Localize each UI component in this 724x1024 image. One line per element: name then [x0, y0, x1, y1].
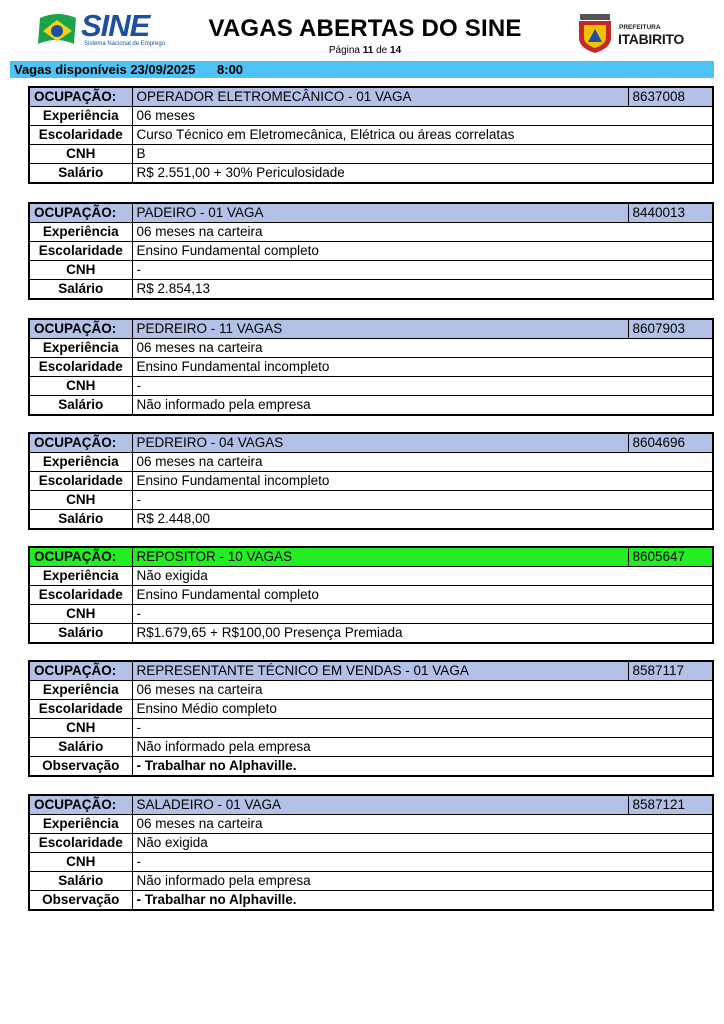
- job-cnh-row: [29, 145, 713, 164]
- job-experiencia-row: [29, 223, 713, 242]
- experiencia-label: Experiência: [29, 567, 132, 586]
- job-code: 8587117: [628, 661, 713, 681]
- cnh-value: -: [132, 261, 713, 280]
- salario-label: Salário: [29, 396, 132, 416]
- job-code: 8587121: [628, 795, 713, 815]
- job-salario-row: [29, 738, 713, 757]
- job-code: 8607903: [628, 319, 713, 339]
- job-table: [28, 318, 714, 416]
- job-escolaridade-row: [29, 126, 713, 145]
- job-title: SALADEIRO - 01 VAGA: [132, 795, 628, 815]
- experiencia-label: Experiência: [29, 339, 132, 358]
- availability-bar: [10, 61, 714, 78]
- cnh-label: CNH: [29, 719, 132, 738]
- prefeitura-label: PREFEITURA: [619, 24, 661, 31]
- job-header-row: [29, 795, 713, 815]
- job-code: 8637008: [628, 87, 713, 107]
- job-header-row: [29, 203, 713, 223]
- observacao-label: Observação: [29, 757, 132, 777]
- job-salario-row: [29, 280, 713, 300]
- ocupacao-label: OCUPAÇÃO:: [29, 319, 132, 339]
- job-table: [28, 546, 714, 644]
- experiencia-value: 06 meses na carteira: [132, 681, 713, 700]
- salario-value: R$ 2.448,00: [132, 510, 713, 530]
- prefeitura-city: ITABIRITO: [618, 31, 685, 47]
- availability-label: Vagas disponíveis 23/09/2025: [14, 62, 196, 77]
- experiencia-label: Experiência: [29, 815, 132, 834]
- escolaridade-label: Escolaridade: [29, 472, 132, 491]
- salario-value: Não informado pela empresa: [132, 738, 713, 757]
- job-cnh-row: [29, 719, 713, 738]
- cnh-label: CNH: [29, 145, 132, 164]
- escolaridade-value: Ensino Fundamental completo: [132, 586, 713, 605]
- experiencia-label: Experiência: [29, 453, 132, 472]
- job-salario-row: [29, 396, 713, 416]
- escolaridade-value: Não exigida: [132, 834, 713, 853]
- cnh-value: -: [132, 491, 713, 510]
- prefeitura-logo: [576, 12, 696, 54]
- ocupacao-label: OCUPAÇÃO:: [29, 795, 132, 815]
- experiencia-value: 06 meses na carteira: [132, 815, 713, 834]
- observacao-label: Observação: [29, 891, 132, 911]
- salario-label: Salário: [29, 164, 132, 184]
- escolaridade-value: Ensino Fundamental completo: [132, 242, 713, 261]
- salario-value: Não informado pela empresa: [132, 872, 713, 891]
- job-header-row: [29, 661, 713, 681]
- city-crest-icon: [576, 12, 614, 54]
- job-table: [28, 86, 714, 184]
- job-title: PEDREIRO - 04 VAGAS: [132, 433, 628, 453]
- job-escolaridade-row: [29, 700, 713, 719]
- job-experiencia-row: [29, 815, 713, 834]
- cnh-value: -: [132, 605, 713, 624]
- escolaridade-label: Escolaridade: [29, 586, 132, 605]
- job-salario-row: [29, 510, 713, 530]
- job-salario-row: [29, 624, 713, 644]
- experiencia-value: 06 meses na carteira: [132, 453, 713, 472]
- experiencia-value: Não exigida: [132, 567, 713, 586]
- job-header-row: [29, 433, 713, 453]
- salario-value: Não informado pela empresa: [132, 396, 713, 416]
- page-prefix: Página: [328, 45, 360, 56]
- cnh-label: CNH: [29, 853, 132, 872]
- experiencia-value: 06 meses: [132, 107, 713, 126]
- escolaridade-label: Escolaridade: [29, 126, 132, 145]
- experiencia-label: Experiência: [29, 223, 132, 242]
- salario-label: Salário: [29, 624, 132, 644]
- escolaridade-value: Curso Técnico em Eletromecânica, Elétrica ou áreas correlatas: [132, 126, 713, 145]
- escolaridade-value: Ensino Médio completo: [132, 700, 713, 719]
- job-code: 8440013: [628, 203, 713, 223]
- job-cnh-row: [29, 491, 713, 510]
- job-table: [28, 794, 714, 911]
- job-escolaridade-row: [29, 586, 713, 605]
- cnh-value: B: [132, 145, 713, 164]
- job-experiencia-row: [29, 107, 713, 126]
- escolaridade-label: Escolaridade: [29, 834, 132, 853]
- job-table: [28, 202, 714, 300]
- ocupacao-label: OCUPAÇÃO:: [29, 547, 132, 567]
- job-experiencia-row: [29, 567, 713, 586]
- salario-label: Salário: [29, 738, 132, 757]
- ocupacao-label: OCUPAÇÃO:: [29, 203, 132, 223]
- observacao-value: - Trabalhar no Alphaville.: [132, 891, 713, 911]
- job-cnh-row: [29, 261, 713, 280]
- job-escolaridade-row: [29, 242, 713, 261]
- job-cnh-row: [29, 605, 713, 624]
- salario-label: Salário: [29, 510, 132, 530]
- experiencia-label: Experiência: [29, 107, 132, 126]
- experiencia-value: 06 meses na carteira: [132, 339, 713, 358]
- job-header-row: [29, 547, 713, 567]
- job-table: [28, 660, 714, 777]
- brazil-flag-icon: [38, 12, 78, 48]
- cnh-label: CNH: [29, 261, 132, 280]
- ocupacao-label: OCUPAÇÃO:: [29, 661, 132, 681]
- escolaridade-label: Escolaridade: [29, 700, 132, 719]
- page-number: [200, 45, 530, 56]
- escolaridade-value: Ensino Fundamental incompleto: [132, 472, 713, 491]
- salario-label: Salário: [29, 280, 132, 300]
- job-title: PADEIRO - 01 VAGA: [132, 203, 628, 223]
- cnh-label: CNH: [29, 605, 132, 624]
- ocupacao-label: OCUPAÇÃO:: [29, 87, 132, 107]
- cnh-label: CNH: [29, 377, 132, 396]
- job-code: 8605647: [628, 547, 713, 567]
- escolaridade-label: Escolaridade: [29, 358, 132, 377]
- job-experiencia-row: [29, 453, 713, 472]
- cnh-label: CNH: [29, 491, 132, 510]
- ocupacao-label: OCUPAÇÃO:: [29, 433, 132, 453]
- page-title: VAGAS ABERTAS DO SINE: [208, 15, 522, 42]
- cnh-value: -: [132, 719, 713, 738]
- job-header-row: [29, 319, 713, 339]
- job-salario-row: [29, 872, 713, 891]
- job-header-row: [29, 87, 713, 107]
- page-current: 11: [362, 45, 374, 56]
- job-experiencia-row: [29, 681, 713, 700]
- job-observacao-row: [29, 757, 713, 777]
- sine-logo: [38, 8, 166, 52]
- salario-value: R$ 2.854,13: [132, 280, 713, 300]
- job-cnh-row: [29, 377, 713, 396]
- job-title: REPRESENTANTE TÉCNICO EM VENDAS - 01 VAGA: [132, 661, 628, 681]
- experiencia-label: Experiência: [29, 681, 132, 700]
- job-escolaridade-row: [29, 834, 713, 853]
- cnh-value: -: [132, 853, 713, 872]
- sine-logo-subtitle: Sistema Nacional de Emprego: [84, 41, 166, 47]
- job-escolaridade-row: [29, 358, 713, 377]
- salario-value: R$1.679,65 + R$100,00 Presença Premiada: [132, 624, 713, 644]
- job-escolaridade-row: [29, 472, 713, 491]
- page-header: [0, 0, 724, 60]
- job-title: OPERADOR ELETROMECÂNICO - 01 VAGA: [132, 87, 628, 107]
- cnh-value: -: [132, 377, 713, 396]
- job-salario-row: [29, 164, 713, 184]
- job-observacao-row: [29, 891, 713, 911]
- escolaridade-value: Ensino Fundamental incompleto: [132, 358, 713, 377]
- experiencia-value: 06 meses na carteira: [132, 223, 713, 242]
- observacao-value: - Trabalhar no Alphaville.: [132, 757, 713, 777]
- salario-label: Salário: [29, 872, 132, 891]
- job-table: [28, 432, 714, 530]
- sine-logo-text: SINE: [81, 8, 150, 43]
- escolaridade-label: Escolaridade: [29, 242, 132, 261]
- salario-value: R$ 2.551,00 + 30% Periculosidade: [132, 164, 713, 184]
- job-cnh-row: [29, 853, 713, 872]
- job-title: PEDREIRO - 11 VAGAS: [132, 319, 628, 339]
- job-experiencia-row: [29, 339, 713, 358]
- job-code: 8604696: [628, 433, 713, 453]
- page-total: 14: [390, 45, 402, 56]
- job-title: REPOSITOR - 10 VAGAS: [132, 547, 628, 567]
- page-sep: de: [376, 45, 388, 56]
- availability-time: 8:00: [217, 62, 244, 77]
